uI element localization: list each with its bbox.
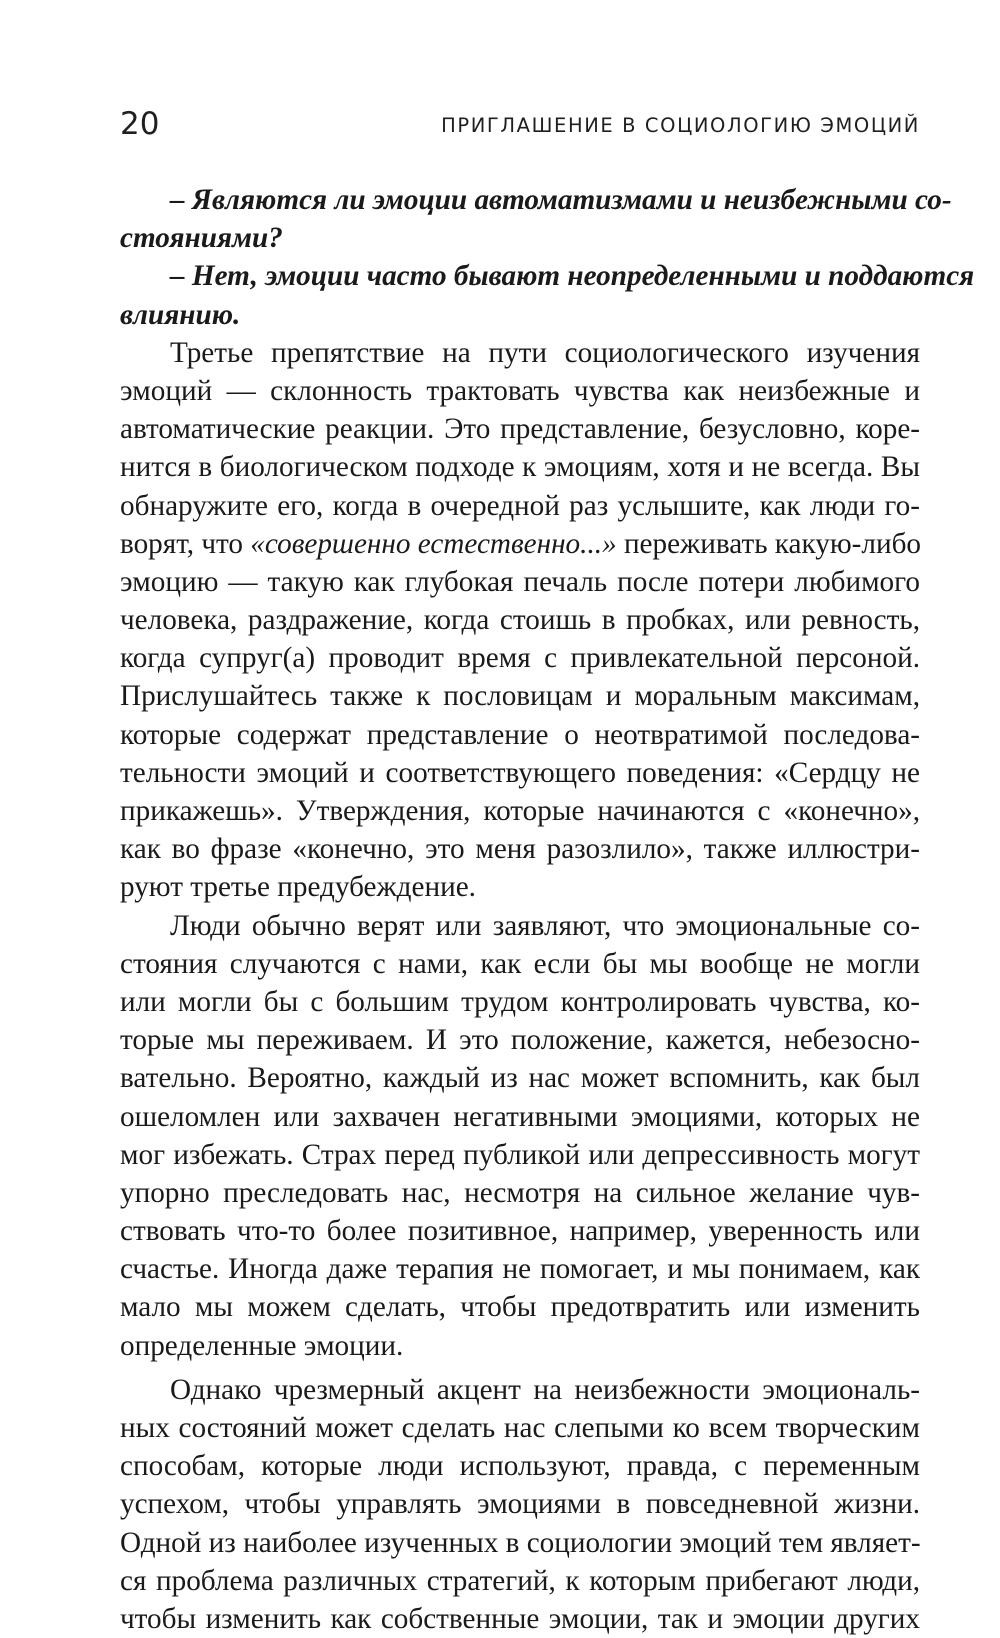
answer-line: – Нет, эмоции часто бывают неопределенными и поддаются [170,260,975,293]
paragraph-line: ных состояний может сделать нас слепыми ко всем творческим [120,1412,920,1444]
paragraph-line: нится в биологическом подходе к эмоциям, хотя и не всегда. Вы [120,451,920,484]
page-number: 20 [120,106,160,142]
paragraph-line: Прислушайтесь также к пословицам и моральным максимам, [120,680,920,713]
paragraph-line: автоматические реакции. Это представление, безусловно, коре- [120,413,920,446]
paragraph-line: успехом, чтобы управлять эмоциями в повседневной жизни. [120,1488,920,1521]
question-line: стояниями? [120,222,283,255]
paragraph-line: эмоцию — такую как глубокая печаль после потери любимого [120,565,920,598]
paragraph-line: Люди обычно верят или заявляют, что эмоциональные со- [170,909,920,942]
running-title: ПРИГЛАШЕНИЕ В СОЦИОЛОГИЮ ЭМОЦИЙ [441,114,920,137]
paragraph-line: ствовать что-то более позитивное, например, уверенность или [120,1215,920,1248]
paragraph-3 [120,1371,920,1638]
paragraph-line: Одной из наиболее изученных в социологии эмоций тем являет- [120,1526,921,1559]
paragraph-line: эмоций — склонность трактовать чувства как неизбежные и [120,374,920,407]
paragraph-line: счастье. Иногда даже терапия не помогает, и мы понимаем, как [120,1253,920,1286]
paragraph-line: мог избежать. Страх перед публикой или депрессивность могут [120,1138,920,1171]
line-text: переживать какую-либо [616,527,922,560]
paragraph-line: упорно преследовать нас, несмотря на сильное желание чув- [120,1176,920,1209]
paragraph-1 [120,334,920,907]
paragraph-line: Третье препятствие на пути социологического изучения [170,336,920,369]
paragraph-line: тельности эмоций и соответствующего поведения: «Сердцу не [120,756,920,789]
paragraph-line: определенные эмоции. [120,1329,404,1362]
paragraph-line: способам, которые люди используют, правда, с переменным [120,1450,920,1483]
paragraph-2 [120,907,920,1365]
paragraph-line: прикажешь». Утверждения, которые начинаются с «конечно», [120,795,920,827]
paragraph-line: торые мы переживаем. И это положение, кажется, небезосно- [120,1024,920,1057]
paragraph-line: чтобы изменить как собственные эмоции, так и эмоции других [120,1602,920,1635]
running-header [120,104,920,148]
paragraph-line: человека, раздражение, когда стоишь в пробках, или ревность, [120,604,920,637]
paragraph-line: которые содержат представление о неотвратимой последова- [120,718,920,751]
question-line: – Являются ли эмоции автоматизмами и неизбежными со- [170,184,952,216]
paragraph-line: Однако чрезмерный акцент на неизбежности эмоциональ- [170,1373,920,1406]
paragraph-line: ошеломлен или захвачен негативными эмоциями, которых не [120,1100,920,1133]
body-text [120,181,975,1638]
answer [120,257,975,333]
paragraph-line: мало мы можем сделать, чтобы предотвратить или изменить [120,1291,920,1324]
paragraph-line-with-quote [120,525,920,563]
paragraph-line: обнаружите его, когда в очередной раз услышите, как люди го- [120,489,920,522]
italic-quote: «совершенно естественно...» [250,527,617,560]
paragraph-line: когда супруг(а) проводит время с привлекательной персоной. [120,642,920,675]
paragraph-line: или могли бы с большим трудом контролировать чувства, ко- [120,985,920,1018]
paragraph-line: как во фразе «конечно, это меня разозлило», также иллюстри- [120,833,920,866]
question [120,181,952,257]
answer-line: влиянию. [120,298,241,331]
paragraph-line: руют третье предубеждение. [120,871,476,904]
paragraph-line: вательно. Вероятно, каждый из нас может вспомнить, как был [120,1062,920,1095]
paragraph-line: стояния случаются с нами, как если бы мы вообще не могли [120,947,920,980]
line-text: ворят, что [120,527,251,560]
paragraph-line: ся проблема различных стратегий, к которым прибегают люди, [120,1564,920,1597]
